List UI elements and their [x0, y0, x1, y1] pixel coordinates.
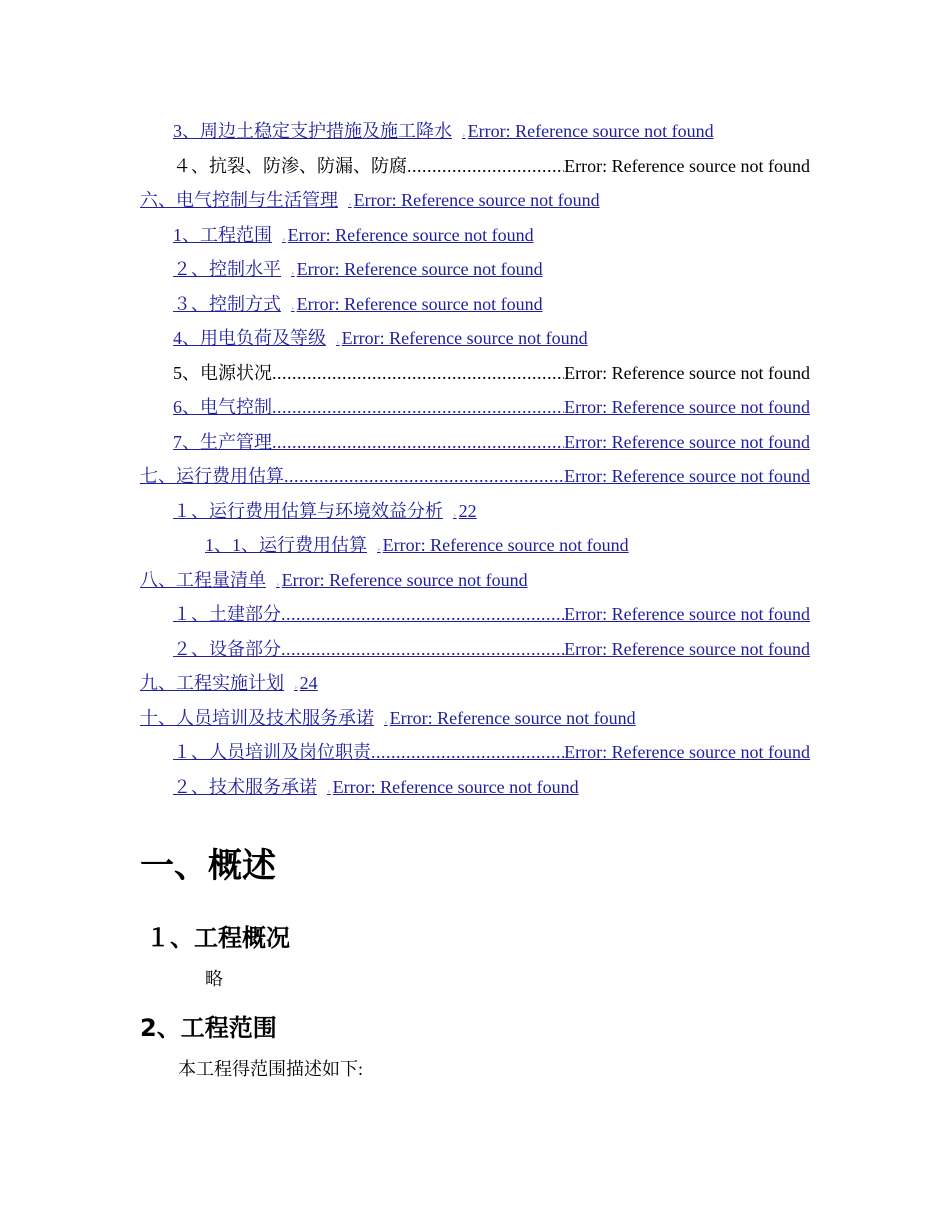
tab-mark-icon: ˒	[294, 680, 298, 692]
toc-entry-page: Error: Reference source not found	[564, 604, 810, 624]
toc-entry-title: １、土建部分	[173, 604, 281, 624]
toc-entry-title: ４、抗裂、防渗、防漏、防腐	[173, 155, 407, 176]
toc-entry-title: 八、工程量清单	[140, 569, 266, 590]
subsection-heading-overview: １、工程概况	[146, 924, 290, 952]
toc-entry-title: 6、电气控制	[173, 397, 272, 417]
toc-entry[interactable]	[140, 187, 600, 213]
toc-entry-page: Error: Reference source not found	[564, 362, 810, 383]
toc-entry[interactable]	[140, 705, 636, 731]
toc-entry[interactable]	[173, 498, 477, 524]
toc-entry-title: ２、技术服务承诺	[173, 776, 317, 797]
toc-entry[interactable]	[173, 222, 534, 248]
toc-entry-page: Error: Reference source not found	[564, 466, 810, 486]
toc-entry	[173, 360, 810, 386]
toc-entry-page: Error: Reference source not found	[564, 431, 810, 452]
toc-entry-title: １、运行费用估算与环境效益分析	[173, 500, 443, 521]
toc-entry-title: 六、电气控制与生活管理	[140, 190, 338, 210]
toc-entry-page: 24	[299, 673, 318, 693]
toc-entry-page: Error: Reference source not found	[564, 397, 810, 417]
toc-entry-title: １、人员培训及岗位职责	[173, 742, 371, 762]
toc-entry-title: 七、运行费用估算	[140, 466, 284, 486]
toc-entry-title: 4、用电负荷及等级	[173, 328, 326, 348]
toc-entry[interactable]	[140, 567, 528, 593]
toc-dot-leader	[272, 394, 564, 420]
toc-entry-page: Error: Reference source not found	[564, 155, 810, 176]
tab-mark-icon: ˒	[453, 507, 457, 520]
tab-mark-icon: ˒	[348, 197, 352, 209]
toc-entry[interactable]	[173, 601, 810, 627]
section-heading: 一、概述	[140, 846, 276, 886]
subsection-heading-scope: 2、工程范围	[140, 1014, 277, 1042]
toc-entry-page: Error: Reference source not found	[287, 224, 534, 245]
toc-entry-title: 1、工程范围	[173, 224, 272, 245]
tab-mark-icon: ˒	[291, 300, 295, 313]
toc-dot-leader	[407, 153, 564, 179]
toc-entry-page: Error: Reference source not found	[332, 776, 579, 797]
toc-dot-leader	[272, 429, 564, 455]
toc-dot-leader	[371, 739, 564, 765]
toc-entry-title: 3、周边土稳定支护措施及施工降水	[173, 121, 452, 141]
tab-mark-icon: ˒	[377, 542, 381, 554]
toc-entry[interactable]	[173, 429, 810, 455]
toc-entry-page: Error: Reference source not found	[296, 259, 543, 279]
tab-mark-icon: ˒	[462, 128, 466, 140]
tab-mark-icon: ˒	[336, 335, 340, 347]
toc-entry-page: Error: Reference source not found	[353, 190, 600, 210]
toc-entry	[173, 153, 810, 179]
toc-entry-title: 5、电源状况	[173, 362, 272, 383]
tab-mark-icon: ˒	[282, 231, 286, 244]
toc-entry-title: 九、工程实施计划	[140, 673, 284, 693]
toc-entry[interactable]	[173, 325, 588, 351]
toc-entry-title: ２、控制水平	[173, 259, 281, 279]
toc-entry-title: 1、1、运行费用估算	[205, 535, 367, 555]
toc-dot-leader	[284, 463, 564, 489]
toc-entry[interactable]	[140, 463, 810, 489]
toc-entry[interactable]	[205, 532, 629, 558]
tab-mark-icon: ˒	[291, 266, 295, 278]
toc-entry-page: Error: Reference source not found	[296, 293, 543, 314]
subsection-text-scope: 本工程得范围描述如下:	[178, 1059, 363, 1079]
tab-mark-icon: ˒	[384, 714, 388, 727]
toc-entry[interactable]	[173, 636, 810, 662]
subsection-text-overview: 略	[205, 969, 223, 989]
toc-entry-title: ３、控制方式	[173, 293, 281, 314]
toc-entry[interactable]	[173, 774, 579, 800]
toc-entry[interactable]	[173, 118, 714, 144]
toc-entry-page: Error: Reference source not found	[467, 121, 714, 141]
toc-entry-page: Error: Reference source not found	[382, 535, 629, 555]
tab-mark-icon: ˒	[327, 783, 331, 796]
toc-dot-leader	[281, 601, 564, 627]
toc-dot-leader	[272, 360, 564, 386]
toc-entry-page: Error: Reference source not found	[281, 569, 528, 590]
toc-entry[interactable]	[173, 739, 810, 765]
toc-entry-page: 22	[458, 500, 477, 521]
toc-entry[interactable]	[173, 256, 543, 282]
toc-entry[interactable]	[140, 670, 318, 696]
toc-dot-leader	[281, 636, 564, 662]
toc-entry-title: 十、人员培训及技术服务承诺	[140, 707, 374, 728]
toc-entry-page: Error: Reference source not found	[341, 328, 588, 348]
toc-entry-page: Error: Reference source not found	[564, 638, 810, 659]
toc-entry-title: ２、设备部分	[173, 638, 281, 659]
toc-entry[interactable]	[173, 291, 543, 317]
toc-entry[interactable]	[173, 394, 810, 420]
toc-entry-title: 7、生产管理	[173, 431, 272, 452]
toc-entry-page: Error: Reference source not found	[389, 707, 636, 728]
toc-entry-page: Error: Reference source not found	[564, 742, 810, 762]
tab-mark-icon: ˒	[276, 576, 280, 589]
